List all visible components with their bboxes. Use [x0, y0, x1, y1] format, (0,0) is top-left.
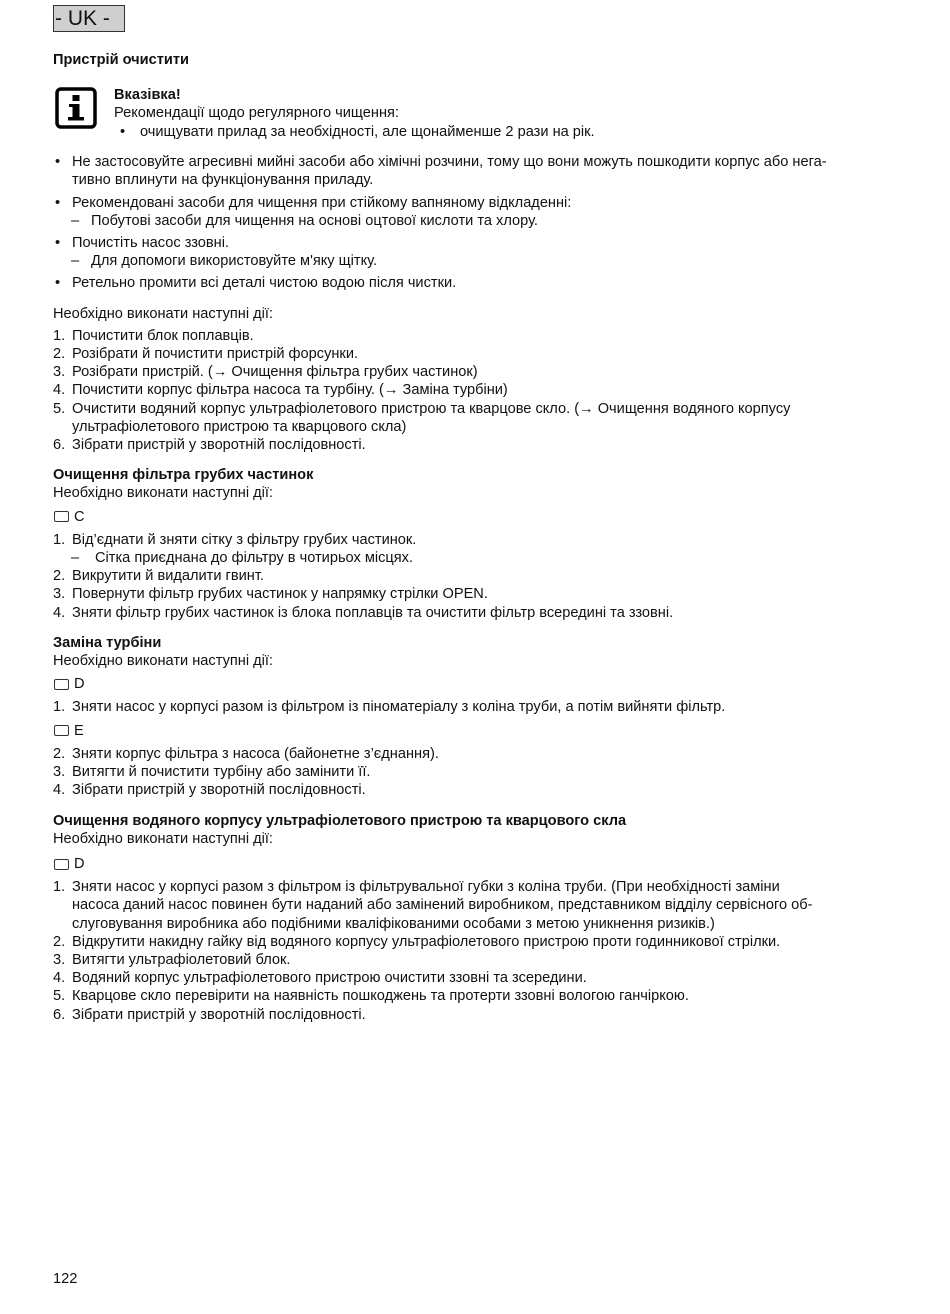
step-item: 6. Зібрати пристрій у зворотній послідовності. — [53, 437, 366, 454]
step-item: 2. Зняти корпус фільтра з насоса (байонетне з’єднання). — [53, 745, 439, 762]
bullet-subitem: – Побутові засоби для чищення на основі оцтової кислоти та хлору. — [71, 212, 538, 229]
step-item: 5. Очистити водяний корпус ультрафіолетового пристрою та кварцове скло. (→ Очищення водяного корпусу ультрафіолетового пристрою та кварцового скла) — [53, 400, 791, 435]
note-item: • очищувати прилад за необхідності, але щонайменше 2 рази на рік. — [120, 123, 595, 140]
section-heading-turbine: Заміна турбіни — [53, 634, 162, 651]
steps-intro: Необхідно виконати наступні дії: — [53, 305, 273, 322]
figure-ref: E — [53, 722, 893, 740]
section-intro: Необхідно виконати наступні дії: — [53, 485, 273, 502]
figure-icon — [54, 859, 69, 870]
figure-icon — [54, 511, 69, 522]
figure-icon — [54, 679, 69, 690]
section-heading-uv: Очищення водяного корпусу ультрафіолетового пристрою та кварцового скла — [53, 812, 627, 829]
note-heading: Вказівка! — [114, 87, 181, 104]
step-item: 2. Розібрати й почистити пристрій форсунки. — [53, 346, 359, 363]
step-subitem: – Сітка приєднана до фільтру в чотирьох місцях. — [71, 550, 414, 567]
step-item: 3. Розібрати пристрій. (→ Очищення фільтра грубих частинок) — [53, 364, 478, 381]
step-item: 4. Водяний корпус ультрафіолетового пристрою очистити ззовні та зсередини. — [53, 970, 587, 987]
note-text: Рекомендації щодо регулярного чищення: — [114, 105, 399, 122]
page-title: Пристрій очистити — [53, 52, 189, 68]
section-intro: Необхідно виконати наступні дії: — [53, 830, 273, 847]
page-number: 122 — [53, 1271, 78, 1287]
bullet-item: • Рекомендовані засоби для чищення при стійкому вапняному відкладенні: — [55, 194, 572, 211]
step-item: 4. Зібрати пристрій у зворотній послідовності. — [53, 782, 366, 799]
step-item: 6. Зібрати пристрій у зворотній послідовності. — [53, 1006, 366, 1023]
figure-ref: C — [53, 508, 893, 526]
step-item: 3. Витягти й почистити турбіну або замінити її. — [53, 764, 371, 781]
step-item: 2. Викрутити й видалити гвинт. — [53, 568, 264, 585]
bullet-item: • Ретельно промити всі деталі чистою водою після чистки. — [55, 275, 457, 292]
note-box — [53, 86, 893, 142]
info-icon — [55, 87, 97, 129]
page-content — [53, 51, 893, 1024]
figure-icon — [54, 725, 69, 736]
section-intro: Необхідно виконати наступні дії: — [53, 653, 273, 670]
step-item: 4. Почистити корпус фільтра насоса та турбіну. (→ Заміна турбіни) — [53, 382, 508, 399]
step-item: 3. Повернути фільтр грубих частинок у напрямку стрілки OPEN. — [53, 586, 488, 603]
bullet-item: • Почистіть насос ззовні. — [55, 235, 229, 252]
step-item: 4. Зняти фільтр грубих частинок із блока поплавців та очистити фільтр всередині та ззовні. — [53, 604, 674, 621]
figure-ref: D — [53, 675, 893, 693]
step-item: 2. Відкрутити накидну гайку від водяного корпусу ультрафіолетового пристрою проти годинникової стрілки. — [53, 933, 781, 950]
bullet-item: • Не застосовуйте агресивні мийні засоби або хімічні розчини, тому що вони можуть пошкодити корпус або нега- тивно вплинути на функціонування приладу. — [55, 154, 827, 189]
figure-ref: D — [53, 855, 893, 873]
language-badge: - UK - — [53, 5, 125, 32]
step-item: 1. Зняти насос у корпусі разом із фільтром із піноматеріалу з коліна труби, а потім вийняти фільтр. — [53, 699, 726, 716]
step-item: 5. Кварцове скло перевірити на наявність пошкоджень та протерти ззовні вологою ганчіркою. — [53, 988, 689, 1005]
step-item: 1. Від’єднати й зняти сітку з фільтру грубих частинок. — [53, 531, 417, 548]
step-item: 3. Витягти ультрафіолетовий блок. — [53, 951, 291, 968]
step-item: 1. Почистити блок поплавців. — [53, 327, 254, 344]
step-item: 1. Зняти насос у корпусі разом з фільтром із фільтрувальної губки з коліна труби. (При необхідності заміни насоса даний насос повинен бути наданий або замінений виробником, представником відділу сервісного об- слуговування виробника або подібними кваліфікованими особами з метою уникнення ризиків.) — [53, 879, 813, 932]
section-heading-filter: Очищення фільтра грубих частинок — [53, 467, 314, 484]
bullet-subitem: – Для допомоги використовуйте м'яку щітку. — [71, 253, 378, 270]
